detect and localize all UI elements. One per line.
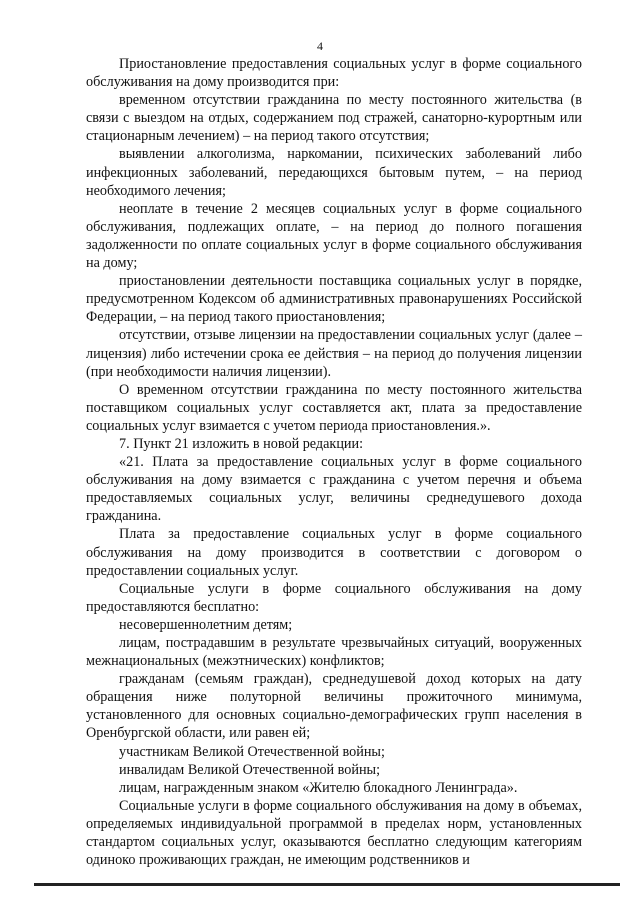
paragraph: лицам, пострадавшим в результате чрезвычайных ситуаций, вооруженных межнациональных (межэтнических) конфликтов;	[86, 635, 582, 670]
paragraph: выявлении алкоголизма, наркомании, психических заболеваний либо инфекционных заболеваний, передающихся бытовым путем, – на период необходимого лечения;	[86, 146, 582, 199]
paragraph: Приостановление предоставления социальных услуг в форме социального обслуживания на дому производится при:	[86, 56, 582, 91]
paragraph: временном отсутствии гражданина по месту постоянного жительства (в связи с выездом на отдых, содержанием под стражей, санаторно-курортным или стационарным лечением) – на период такого отсутствия;	[86, 92, 582, 145]
paragraph: инвалидам Великой Отечественной войны;	[119, 761, 381, 778]
paragraph: лицам, награжденным знаком «Жителю блокадного Ленинграда».	[119, 779, 518, 796]
paragraph: участникам Великой Отечественной войны;	[119, 743, 385, 760]
document-body	[86, 55, 582, 869]
paragraph: «21. Плата за предоставление социальных услуг в форме социального обслуживания на дому взимается с гражданина с учетом перечня и объема предоставляемых социальных услуг, величины среднедушевого дохода гражданина.	[86, 454, 582, 525]
paragraph: О временном отсутствии гражданина по месту постоянного жительства поставщиком социальных услуг составляется акт, плата за предоставление социальных услуг взимается с учетом периода приостановления.».	[86, 381, 582, 434]
bottom-scan-rule	[34, 883, 620, 886]
paragraph: Социальные услуги в форме социального обслуживания на дому в объемах, определяемых индивидуальной программой в пределах норм, установленных стандартом социальных услуг, оказываются бесплатно следующим категориям одиноко проживающих граждан, не имеющим родственников и	[86, 797, 582, 869]
paragraph: Социальные услуги в форме социального обслуживания на дому предоставляются бесплатно:	[86, 580, 582, 615]
paragraph: неоплате в течение 2 месяцев социальных услуг в форме социального обслуживания, подлежащих оплате, – на период до полного погашения задолженности по оплате социальных услуг в форме социального обслуживания на дому;	[86, 200, 582, 272]
paragraph: приостановлении деятельности поставщика социальных услуг в порядке, предусмотренном Кодексом об административных правонарушениях Российской Федерации, – на период такого приостановления;	[86, 273, 582, 326]
paragraph: отсутствии, отзыве лицензии на предоставлении социальных услуг (далее – лицензия) либо истечении срока ее действия – на период до получения лицензии (при необходимости наличия лицензии).	[86, 327, 582, 380]
paragraph: Плата за предоставление социальных услуг в форме социального обслуживания на дому производится в соответствии с договором о предоставлении социальных услуг.	[86, 526, 582, 579]
page-number: 4	[317, 39, 323, 53]
paragraph: 7. Пункт 21 изложить в новой редакции:	[119, 435, 364, 452]
paragraph: гражданам (семьям граждан), среднедушевой доход которых на дату обращения ниже полуторной величины прожиточного минимума, установленного для основных социально-демографических групп населения в Оренбургской области, или равен ей;	[86, 671, 582, 742]
paragraph: несовершеннолетним детям;	[119, 616, 293, 633]
